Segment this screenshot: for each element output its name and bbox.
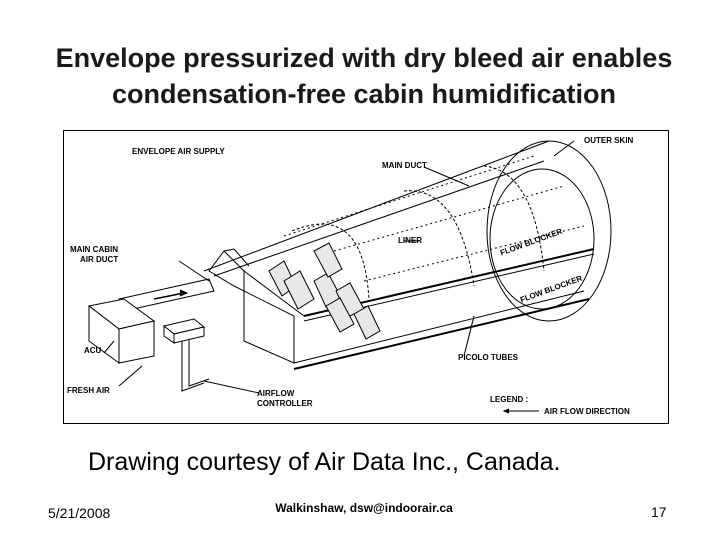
label-picolo-tubes: PICOLO TUBES [458, 353, 519, 362]
cabin-envelope-diagram [63, 130, 669, 424]
label-flow-blocker-2: FLOW BLOCKER [519, 273, 584, 305]
label-main-cabin-air-duct-2: AIR DUCT [80, 255, 119, 264]
label-air-flow-direction: AIR FLOW DIRECTION [544, 407, 630, 416]
label-acu: ACU [84, 346, 102, 355]
label-liner: LINER [398, 236, 422, 245]
label-airflow-controller-1: AIRFLOW [257, 389, 295, 398]
fresh-air-duct [182, 341, 204, 391]
label-main-cabin-air-duct-1: MAIN CABIN [70, 245, 118, 254]
label-outer-skin: OUTER SKIN [584, 136, 634, 145]
label-main-duct: MAIN DUCT [382, 161, 427, 170]
footer-date: 5/21/2008 [48, 505, 111, 521]
slide-title-line-1: Envelope pressurized with dry bleed air enables [55, 43, 673, 73]
slide-title [0, 40, 728, 112]
label-flow-blocker-1: FLOW BLOCKER [499, 226, 564, 258]
frame-3 [484, 166, 544, 271]
label-airflow-controller-2: CONTROLLER [257, 399, 313, 408]
slide-title-line-2: condensation-free cabin humidification [111, 79, 617, 109]
figure-caption: Drawing courtesy of Air Data Inc., Canada. [88, 448, 561, 476]
seats [269, 243, 380, 339]
outer-skin-top-inner [214, 161, 544, 276]
footer-page-number: 17 [651, 504, 667, 520]
label-fresh-air: FRESH AIR [67, 386, 110, 395]
airflow-controller-box [164, 319, 204, 343]
footer-author: Walkinshaw, dsw@indoorair.ca [275, 501, 453, 515]
outer-skin-top [204, 141, 549, 271]
label-envelope-air-supply: ENVELOPE AIR SUPPLY [132, 147, 225, 156]
label-legend: LEGEND : [490, 395, 529, 404]
